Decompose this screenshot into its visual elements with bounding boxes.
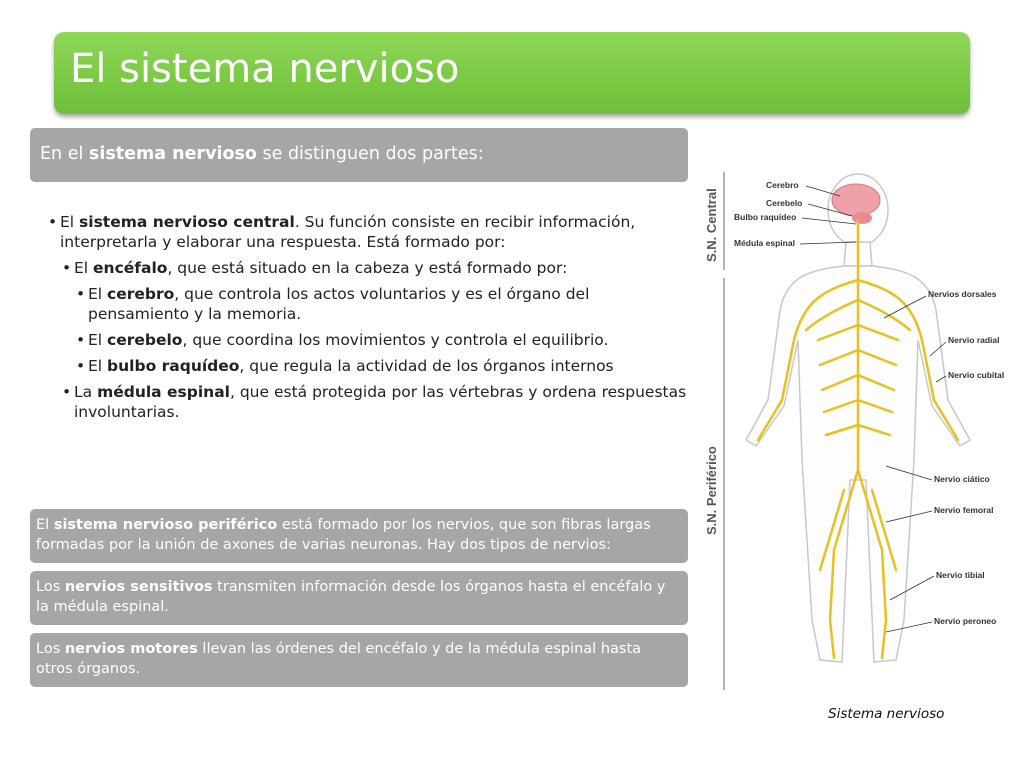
intro-text: En el sistema nervioso se distinguen dos partes: [40,144,484,164]
nerves [758,220,958,658]
sensory-box [30,571,688,625]
label-dorsales: Nervios dorsales [928,289,997,299]
label-cubital: Nervio cubital [948,370,1005,380]
label-bulbo: Bulbo raquídeo [734,212,797,222]
list-item-cerebro: • El cerebro, que controla los actos voluntarios y es el órgano del pensamiento y la memoria. [76,285,590,323]
peripheral-box [30,509,688,563]
brain-icon [832,184,880,216]
title-bar [54,32,970,114]
peripheral-text: El sistema nervioso periférico está formado por los nervios, que son fibras largas formadas por la unión de axones de varias neuronas. Hay dos tipos de nervios: [36,517,651,553]
label-medula: Médula espinal [734,238,795,248]
label-peroneo: Nervio peroneo [934,616,997,626]
motor-box [30,633,688,687]
label-cerebro: Cerebro [766,180,799,190]
label-peripheral: S.N. Periférico [704,446,719,535]
list-item-medula: • La médula espinal, que está protegida por las vértebras y ordena respuestas involuntarias. [62,383,687,421]
label-central: S.N. Central [704,188,719,262]
nervous-system-figure [694,150,1024,695]
label-femoral: Nervio femoral [934,505,994,515]
cerebellum-icon [852,212,872,224]
list-item-central: • El sistema nervioso central. Su función consiste en recibir información, interpretarla y elaborar una respuesta. Está formado por: [48,213,636,251]
label-radial: Nervio radial [948,335,1000,345]
central-nervous-list [30,212,690,428]
label-cerebelo: Cerebelo [766,198,803,208]
sensory-text: Los nervios sensitivos transmiten información desde los órganos hasta el encéfalo y la médula espinal. [36,579,666,615]
slide-title: El sistema nervioso [70,46,460,92]
list-item-bulbo: • El bulbo raquídeo, que regula la actividad de los órganos internos [76,357,614,375]
label-ciatico: Nervio ciático [934,474,990,484]
list-item-encefalo: • El encéfalo, que está situado en la cabeza y está formado por: [62,259,568,277]
label-tibial: Nervio tibial [936,570,985,580]
motor-text: Los nervios motores llevan las órdenes del encéfalo y de la médula espinal hasta otros órganos. [36,641,642,677]
figure-caption: Sistema nervioso [828,706,945,722]
list-item-cerebelo: • El cerebelo, que coordina los movimientos y controla el equilibrio. [76,331,609,349]
intro-box [30,128,688,182]
